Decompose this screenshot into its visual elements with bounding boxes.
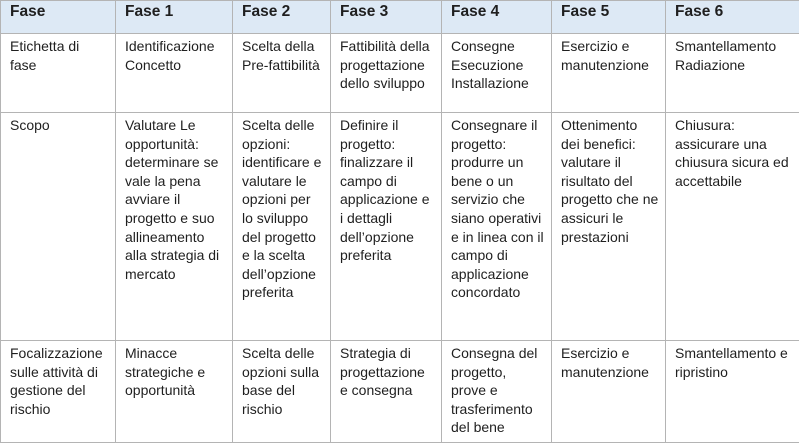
cell-text: Consegne Esecuzione Installazione <box>451 38 529 92</box>
table-cell <box>442 341 552 443</box>
header-cell: Fase 2 <box>233 1 331 34</box>
table-cell <box>666 113 799 341</box>
cell-text: Esercizio e manutenzione <box>561 38 649 73</box>
table-cell <box>552 341 666 443</box>
cell-text: Scelta delle opzioni: identificare e valutare le opzioni per lo sviluppo del progetto e la scelta dell’opzione preferita <box>242 117 322 301</box>
table-cell <box>331 341 442 443</box>
table-cell <box>116 113 233 341</box>
cell-text: Strategia di progettazione e consegna <box>340 345 425 399</box>
cell-text: Smantellamento e ripristino <box>675 345 788 380</box>
table-row <box>1 341 799 443</box>
header-row <box>1 1 799 34</box>
table-cell <box>442 34 552 113</box>
table-cell <box>116 34 233 113</box>
cell-text: Scelta delle opzioni sulla base del rischio <box>242 345 320 417</box>
header-cell: Fase 4 <box>442 1 552 34</box>
table-cell <box>552 113 666 341</box>
cell-text: Ottenimento dei benefici: valutare il risultato del progetto che ne assicuri le prestazioni <box>561 117 659 245</box>
table-cell <box>233 34 331 113</box>
cell-text: Esercizio e manutenzione <box>561 345 649 380</box>
cell-text: Fattibilità della progettazione dello sviluppo <box>340 38 430 92</box>
cell-text: Etichetta di fase <box>10 38 80 73</box>
table-cell <box>233 341 331 443</box>
table-cell <box>331 113 442 341</box>
cell-text: Scelta della Pre-fattibilità <box>242 38 320 73</box>
cell-text: Smantellamento Radiazione <box>675 38 777 73</box>
header-cell: Fase <box>1 1 116 34</box>
cell-text: Focalizzazione sulle attività di gestione del rischio <box>10 345 103 417</box>
row-label <box>1 341 116 443</box>
table-cell <box>666 34 799 113</box>
row-label <box>1 34 116 113</box>
cell-text: Identificazione Concetto <box>125 38 215 73</box>
header-cell: Fase 6 <box>666 1 799 34</box>
cell-text: Definire il progetto: finalizzare il campo di applicazione e i dettagli dell’opzione preferita <box>340 117 430 264</box>
table-cell <box>233 113 331 341</box>
cell-text: Chiusura: assicurare una chiusura sicura ed accettabile <box>675 117 789 189</box>
cell-text: Consegnare il progetto: produrre un bene o un servizio che siano operativi e in linea con il campo di applicazione concordato <box>451 117 544 301</box>
table-cell <box>552 34 666 113</box>
header-cell: Fase 1 <box>116 1 233 34</box>
table-row <box>1 113 799 341</box>
row-label <box>1 113 116 341</box>
header-cell: Fase 3 <box>331 1 442 34</box>
table-cell <box>442 113 552 341</box>
cell-text: Valutare Le opportunità: determinare se vale la pena avviare il progetto e suo allineamento alla strategia di mercato <box>125 117 220 282</box>
table-cell <box>331 34 442 113</box>
table-cell <box>666 341 799 443</box>
table-cell <box>116 341 233 443</box>
header-cell: Fase 5 <box>552 1 666 34</box>
cell-text: Minacce strategiche e opportunità <box>125 345 206 399</box>
cell-text: Scopo <box>10 117 50 133</box>
table-row <box>1 34 799 113</box>
cell-text: Consegna del progetto, prove e trasferimento del bene <box>451 345 538 436</box>
